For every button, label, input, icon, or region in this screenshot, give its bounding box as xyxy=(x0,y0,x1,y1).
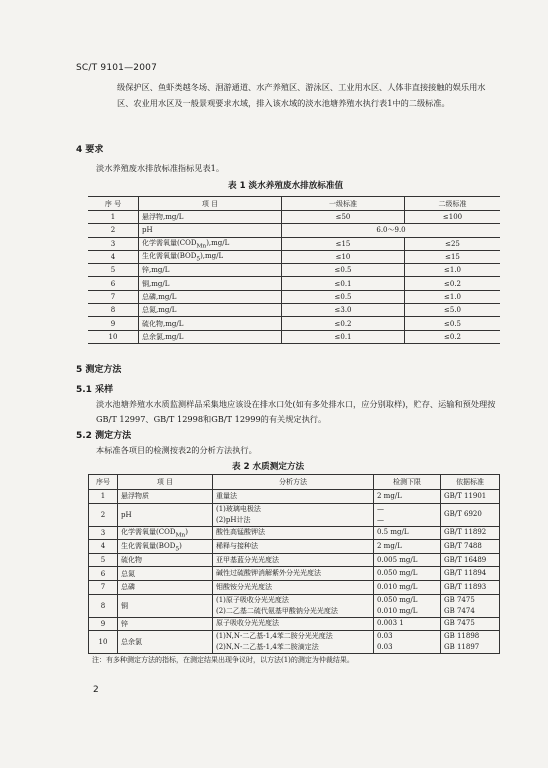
section-5-2-text: 本标准各项目的检测按表2的分析方法执行。 xyxy=(96,445,257,455)
row-item: 总磷 xyxy=(118,580,213,594)
table-row xyxy=(89,631,500,654)
row-limit: 0.050 mg/L xyxy=(374,567,441,581)
row-limit: — — xyxy=(374,503,441,526)
section-4-text: 淡水养殖废水排放标准指标见表1。 xyxy=(96,163,225,173)
row-standard: GB/T 6920 xyxy=(441,503,500,526)
row-level1: ≤15 xyxy=(282,237,405,250)
row-number: 8 xyxy=(88,304,139,317)
section-5-1-text: 淡水池塘养殖水水质监测样品采集地应该设在排水口处(如有多处排水口，应分别取样)，贮存、运输和预处理按GB/T 12997、GB/T 12998和GB/T 12999的有关规定执行。 xyxy=(96,399,496,424)
table-row xyxy=(88,211,500,224)
table-row xyxy=(88,290,500,303)
row-item: 硫化物,mg/L xyxy=(139,317,282,330)
row-number: 1 xyxy=(89,490,118,504)
table-row xyxy=(89,567,500,581)
row-item: 总余氯,mg/L xyxy=(139,330,282,343)
row-number: 10 xyxy=(89,631,118,654)
row-number: 3 xyxy=(88,237,139,250)
table-row xyxy=(88,224,500,237)
row-level1: ≤0.1 xyxy=(282,330,405,343)
row-limit: 0.005 mg/L xyxy=(374,553,441,567)
table-row xyxy=(89,540,500,554)
row-number: 5 xyxy=(88,264,139,277)
row-level2: ≤0.2 xyxy=(405,330,501,343)
row-number: 7 xyxy=(89,580,118,594)
row-method: 钼酸铵分光光度法 xyxy=(213,580,374,594)
row-item: 铜,mg/L xyxy=(139,277,282,290)
table-1-header-level1: 一级标准 xyxy=(282,197,405,211)
row-method: (1)N,N-二乙基-1,4苯二胺分光光度法 (2)N,N-二乙基-1,4苯二胺滴定法 xyxy=(213,631,374,654)
row-standard: GB/T 11894 xyxy=(441,567,500,581)
row-method: 原子吸收分光光度法 xyxy=(213,617,374,631)
row-number: 9 xyxy=(89,617,118,631)
table-row xyxy=(89,526,500,540)
table-row xyxy=(88,264,500,277)
row-number: 3 xyxy=(89,526,118,540)
row-limit: 0.003 1 xyxy=(374,617,441,631)
row-number: 10 xyxy=(88,330,139,343)
row-item: 总氮 xyxy=(118,567,213,581)
table-1-caption: 表 1 淡水养殖废水排放标准值 xyxy=(228,181,344,191)
row-level1: ≤0.2 xyxy=(282,317,405,330)
table-row xyxy=(88,237,500,250)
row-method: (1)原子吸收分光光度法 (2)二乙基二硫代氨基甲酸钠分光光度法 xyxy=(213,594,374,617)
table-row xyxy=(88,277,500,290)
table-2-header-limit: 检测下限 xyxy=(374,475,441,490)
row-limit: 0.050 mg/L 0.010 mg/L xyxy=(374,594,441,617)
row-item: 生化需氧量$(BOD_5),mg/L$ xyxy=(139,250,282,263)
table-2-body xyxy=(89,490,500,654)
row-both-levels: 6.0～9.0 xyxy=(282,224,501,237)
row-number: 8 xyxy=(89,594,118,617)
table-row xyxy=(88,317,500,330)
row-level2: ≤25 xyxy=(405,237,501,250)
row-method: 亚甲基蓝分光光度法 xyxy=(213,553,374,567)
row-method: 稀释与接种法 xyxy=(213,540,374,554)
table-2-header-standard: 依据标准 xyxy=(441,475,500,490)
row-method: 重量法 xyxy=(213,490,374,504)
row-limit: 0.03 0.03 xyxy=(374,631,441,654)
table-row xyxy=(88,330,500,343)
row-item: 总氮,mg/L xyxy=(139,304,282,317)
row-item: 铜 xyxy=(118,594,213,617)
table-row xyxy=(89,490,500,504)
row-item: 悬浮物,mg/L xyxy=(139,211,282,224)
section-5-2-heading: 5.2 测定方法 xyxy=(76,431,132,441)
row-limit: 0.5 mg/L xyxy=(374,526,441,540)
table-row xyxy=(89,553,500,567)
row-level1: ≤50 xyxy=(282,211,405,224)
row-item: pH xyxy=(139,224,282,237)
table-1-header-level2: 二级标准 xyxy=(405,197,501,211)
row-number: 4 xyxy=(88,250,139,263)
row-item: 硫化物 xyxy=(118,553,213,567)
row-item: 总余氯 xyxy=(118,631,213,654)
table-row xyxy=(88,250,500,263)
table-row xyxy=(88,304,500,317)
row-limit: 0.010 mg/L xyxy=(374,580,441,594)
section-4-heading: 4 要求 xyxy=(76,145,104,155)
row-level1: ≤0.1 xyxy=(282,277,405,290)
table-row xyxy=(89,503,500,526)
row-limit: 2 mg/L xyxy=(374,540,441,554)
row-standard: GB 11898 GB 11897 xyxy=(441,631,500,654)
row-item: 化学需氧量$(COD_{Mn}),mg/L$ xyxy=(139,237,282,250)
row-standard: GB/T 7488 xyxy=(441,540,500,554)
row-item: 锌 xyxy=(118,617,213,631)
row-standard: GB/T 11893 xyxy=(441,580,500,594)
row-level2: ≤5.0 xyxy=(405,304,501,317)
row-item: 悬浮物质 xyxy=(118,490,213,504)
row-level1: ≤0.5 xyxy=(282,290,405,303)
row-item: pH xyxy=(118,503,213,526)
row-standard: GB/T 11901 xyxy=(441,490,500,504)
row-item: 锌,mg/L xyxy=(139,264,282,277)
row-standard: GB/T 11892 xyxy=(441,526,500,540)
row-level2: ≤100 xyxy=(405,211,501,224)
section-5-heading: 5 测定方法 xyxy=(76,365,122,375)
table-row xyxy=(89,594,500,617)
row-number: 2 xyxy=(88,224,139,237)
row-number: 6 xyxy=(88,277,139,290)
table-row xyxy=(89,617,500,631)
row-number: 2 xyxy=(89,503,118,526)
table-1 xyxy=(88,196,500,344)
row-number: 1 xyxy=(88,211,139,224)
row-level2: ≤1.0 xyxy=(405,290,501,303)
row-number: 7 xyxy=(88,290,139,303)
table-row xyxy=(89,580,500,594)
table-2-header-no: 序号 xyxy=(89,475,118,490)
table-2-note: 注：有多种测定方法的指标，在测定结果出现争议时，以方法(1)的测定为仲裁结果。 xyxy=(92,656,354,664)
row-level2: ≤0.5 xyxy=(405,317,501,330)
row-standard: GB 7475 GB 7474 xyxy=(441,594,500,617)
row-standard: GB/T 16489 xyxy=(441,553,500,567)
section-5-1-heading: 5.1 采样 xyxy=(76,385,114,395)
table-2-header-item: 项 目 xyxy=(118,475,213,490)
row-level2: ≤1.0 xyxy=(405,264,501,277)
row-level1: ≤3.0 xyxy=(282,304,405,317)
row-standard: GB 7475 xyxy=(441,617,500,631)
row-number: 4 xyxy=(89,540,118,554)
row-item: 生化需氧量$(BOD_5)$ xyxy=(118,540,213,554)
page-number: 2 xyxy=(93,685,99,695)
table-2-header-method: 分析方法 xyxy=(213,475,374,490)
table-1-header-item: 项 目 xyxy=(139,197,282,211)
row-item: 总磷,mg/L xyxy=(139,290,282,303)
intro-paragraph: 级保护区、鱼虾类越冬场、洄游通道、水产养殖区、游泳区、工业用水区、人体非直接接触的娱乐用水区、农业用水区及一般景观要求水域，排入该水域的淡水池塘养殖水执行表1中的二级标准。 xyxy=(117,82,486,108)
row-item: 化学需氧量$(COD_{Mn})$ xyxy=(118,526,213,540)
row-level2: ≤0.2 xyxy=(405,277,501,290)
row-limit: 2 mg/L xyxy=(374,490,441,504)
row-method: (1)玻璃电极法 (2)pH计法 xyxy=(213,503,374,526)
row-number: 5 xyxy=(89,553,118,567)
table-1-body xyxy=(88,211,500,344)
row-method: 碱性过硫酸钾消解紫外分光光度法 xyxy=(213,567,374,581)
row-number: 9 xyxy=(88,317,139,330)
row-method: 酸性高锰酸钾法 xyxy=(213,526,374,540)
table-1-header-no: 序 号 xyxy=(88,197,139,211)
standard-header: SC/T 9101—2007 xyxy=(76,63,157,73)
table-2-caption: 表 2 水质测定方法 xyxy=(232,462,305,472)
row-level1: ≤10 xyxy=(282,250,405,263)
table-2 xyxy=(88,474,500,654)
row-number: 6 xyxy=(89,567,118,581)
row-level2: ≤15 xyxy=(405,250,501,263)
row-level1: ≤0.5 xyxy=(282,264,405,277)
